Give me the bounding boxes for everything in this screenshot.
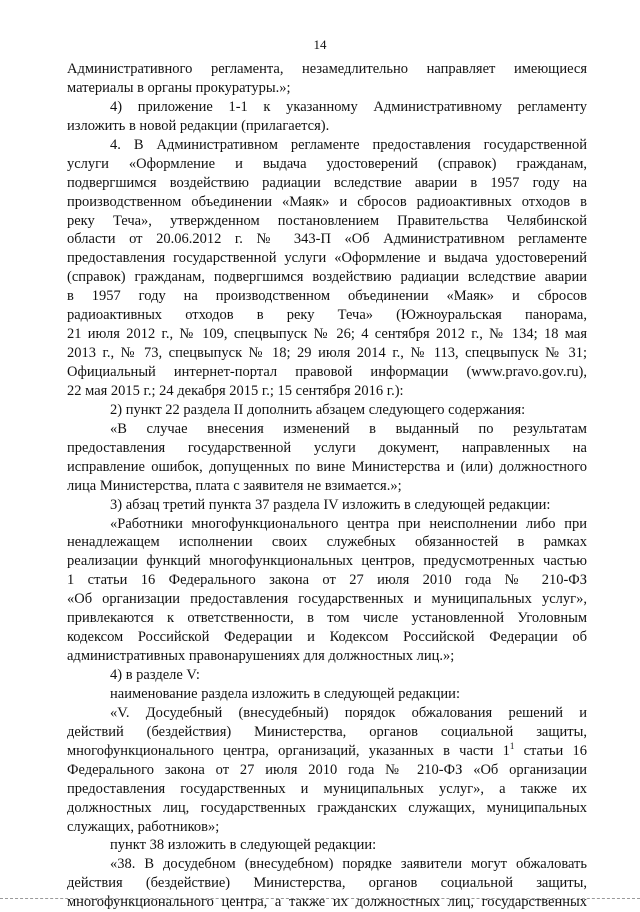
text-line <box>67 742 587 761</box>
text-line: «V. Досудебный (внесудебный) порядок обжалования решений и <box>110 704 587 721</box>
text-line: реку Теча», утвержденном постановлением Правительства Челябинской <box>67 212 587 229</box>
text-line: 3) абзац третий пункта 37 раздела IV изложить в следующей редакции: <box>110 496 551 513</box>
text-line: 22 мая 2015 г.; 24 декабря 2015 г.; 15 сентября 2016 г.): <box>67 382 404 399</box>
text-line: привлекаются к ответственности, в том числе установленной Уголовным <box>67 610 587 627</box>
text-line: реализации функций многофункциональных центров, предусмотренных частью <box>67 553 587 570</box>
text-line: исправление ошибок, допущенных по вине Министерства и (или) должностного <box>67 458 587 475</box>
text-line: 1 статьи 16 Федерального закона от 27 июля 2010 года № 210-ФЗ <box>67 572 587 589</box>
text-line: лица Министерства, плата с заявителя не взимается.»; <box>67 477 402 494</box>
page-bottom-rule <box>0 898 640 899</box>
text-line: Административного регламента, незамедлительно направляет имеющиеся <box>67 61 587 77</box>
text-line: области от 20.06.2012 г. № 343-П «Об Административном регламенте <box>67 231 587 248</box>
text-line: «Об организации предоставления государственных и муниципальных услуг», <box>67 591 587 608</box>
text-line: служащих, работников»; <box>67 818 220 835</box>
text-line: 4) в разделе V: <box>110 667 200 683</box>
footnote-superscript: 1 <box>509 741 515 751</box>
text-line: 21 июля 2012 г., № 109, спецвыпуск № 26; 4 сентября 2012 г., № 134; 18 мая <box>67 326 587 343</box>
text-line: Федерального закона от 27 июля 2010 года № 210-ФЗ «Об организации <box>67 761 587 778</box>
text-line: кодексом Российской Федерации и Кодексом Российской Федерации об <box>67 629 587 646</box>
text-fragment: многофункционального центра, организаций, указанных в части 1 <box>67 742 510 759</box>
text-line: «38. В досудебном (внесудебном) порядке заявители могут обжаловать <box>110 856 587 873</box>
text-line: подвергшимся воздействию радиации вследствие аварии в 1957 году на <box>67 174 587 191</box>
text-line: услуги «Оформление и выдача удостоверений (справок) гражданам, <box>67 155 587 172</box>
text-line: ненадлежащем исполнении своих служебных обязанностей в рамках <box>67 534 587 551</box>
text-line: (справок) гражданам, подвергшимся воздействию радиации вследствие аварии <box>67 269 587 286</box>
text-line: в 1957 году на производственном объединении «Маяк» и сбросов <box>67 288 587 305</box>
page-number: 14 <box>313 37 327 52</box>
text-line: Официальный интернет-портал правовой информации (www.pravo.gov.ru), <box>67 364 587 380</box>
text-line: действий (бездействия) Министерства, органов социальной защиты, <box>67 723 587 740</box>
text-line: 2) пункт 22 раздела II дополнить абзацем следующего содержания: <box>110 401 526 418</box>
text-line: административных правонарушениях для должностных лиц.»; <box>67 648 455 665</box>
text-line: изложить в новой редакции (прилагается). <box>67 117 330 134</box>
text-line: предоставления государственной услуги «Оформление и выдача удостоверений <box>67 250 587 267</box>
document-body <box>67 60 587 912</box>
text-line: «Работники многофункционального центра при неисполнении либо при <box>110 515 587 532</box>
text-line: «В случае внесения изменений в выданный по результатам <box>110 420 587 437</box>
text-line: материалы в органы прокуратуры.»; <box>67 79 291 96</box>
text-line: многофункционального центра, а также их должностных лиц, государственных <box>67 894 587 911</box>
text-line: предоставления государственных и муниципальных услуг», а также их <box>67 780 587 797</box>
text-line: должностных лиц, государственных гражданских служащих, муниципальных <box>67 799 587 816</box>
text-fragment: статьи 16 <box>523 742 587 759</box>
text-line: пункт 38 изложить в следующей редакции: <box>110 837 377 854</box>
text-line: действия (бездействие) Министерства, органов социальной защиты, <box>67 875 587 892</box>
text-line: 2013 г., № 73, спецвыпуск № 18; 29 июля 2014 г., № 113, спецвыпуск № 31; <box>67 345 587 362</box>
text-line: радиоактивных отходов в реку Теча» (Южноуральская панорама, <box>67 307 587 324</box>
text-line: наименование раздела изложить в следующей редакции: <box>110 685 460 702</box>
text-line: предоставления государственной услуги документ, направленных на <box>67 439 587 456</box>
text-line: 4. В Административном регламенте предоставления государственной <box>110 136 587 153</box>
text-line: производственном объединении «Маяк» и сбросов радиоактивных отходов в <box>67 193 587 210</box>
text-line: 4) приложение 1-1 к указанному Административному регламенту <box>110 98 587 115</box>
